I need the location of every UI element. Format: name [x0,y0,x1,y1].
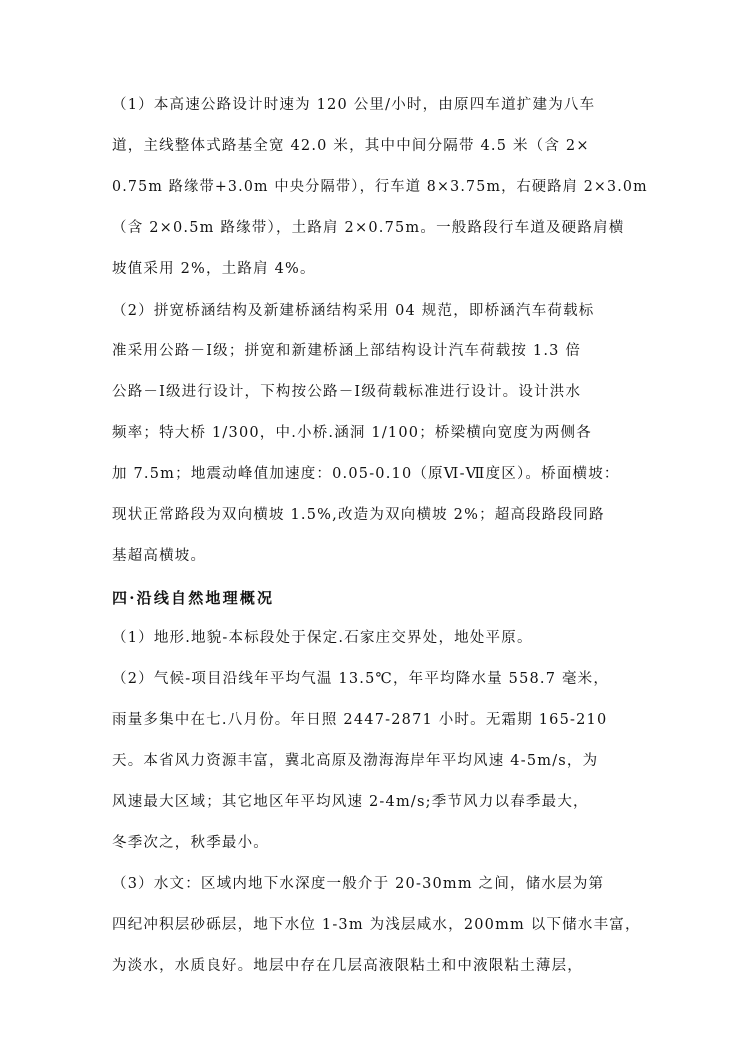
text-line-15: （2）气候-项目沿线年平均气温 13.5℃，年平均降水量 558.7 毫米， [112,671,610,687]
text-line-21: 四纪冲积层砂砾层，地下水位 1-3m 为浅层咸水，200mm 以下储水丰富， [112,917,641,933]
text-line-14: （1）地形.地貌-本标段处于保定.石家庄交界处，地处平原。 [112,630,533,646]
text-line-19: 冬季次之，秋季最小。 [112,835,269,851]
section-heading: 四·沿线自然地理概况 [112,589,275,607]
text-line-11: 现状正常路段为双向横坡 1.5%,改造为双向横坡 2%；超高段路段同路 [112,507,605,523]
text-line-18: 风速最大区域；其它地区年平均风速 2-4m/s;季节风力以春季最大， [112,794,589,810]
text-line-9: 频率；特大桥 1/300，中.小桥.涵洞 1/100；桥梁横向宽度为两侧各 [112,425,592,441]
text-line-20: （3）水文：区域内地下水深度一般介于 20-30mm 之间，储水层为第 [112,876,605,892]
text-line-2: 道，主线整体式路基全宽 42.0 米，其中中间分隔带 4.5 米（含 2× [112,138,590,154]
text-line-5: 坡值采用 2%，土路肩 4%。 [112,261,316,277]
text-line-17: 天。本省风力资源丰富，冀北高原及渤海海岸年平均风速 4-5m/s，为 [112,753,599,769]
text-line-4: （含 2×0.5m 路缘带），土路肩 2×0.75m。一般路段行车道及硬路肩横 [112,220,625,236]
text-line-8: 公路－Ⅰ级进行设计，下构按公路－Ⅰ级荷载标准进行设计。设计洪水 [112,384,582,400]
text-line-12: 基超高横坡。 [112,548,207,564]
text-line-22: 为淡水，水质良好。地层中存在几层高液限粘土和中液限粘土薄层， [112,958,583,974]
text-line-16: 雨量多集中在七.八月份。年日照 2447-2871 小时。无霜期 165-210 [112,712,608,728]
text-line-7: 准采用公路－Ⅰ级；拼宽和新建桥涵上部结构设计汽车荷载按 1.3 倍 [112,343,582,359]
text-line-10: 加 7.5m；地震动峰值加速度：0.05-0.10（原Ⅵ-Ⅶ度区）。桥面横坡： [112,466,620,482]
text-line-6: （2）拼宽桥涵结构及新建桥涵结构采用 04 规范，即桥涵汽车荷载标 [112,303,595,319]
text-line-3: 0.75m 路缘带+3.0m 中央分隔带），行车道 8×3.75m，右硬路肩 2×3.0m [112,179,648,195]
text-line-1: （1）本高速公路设计时速为 120 公里/小时，由原四车道扩建为八车 [112,97,596,113]
